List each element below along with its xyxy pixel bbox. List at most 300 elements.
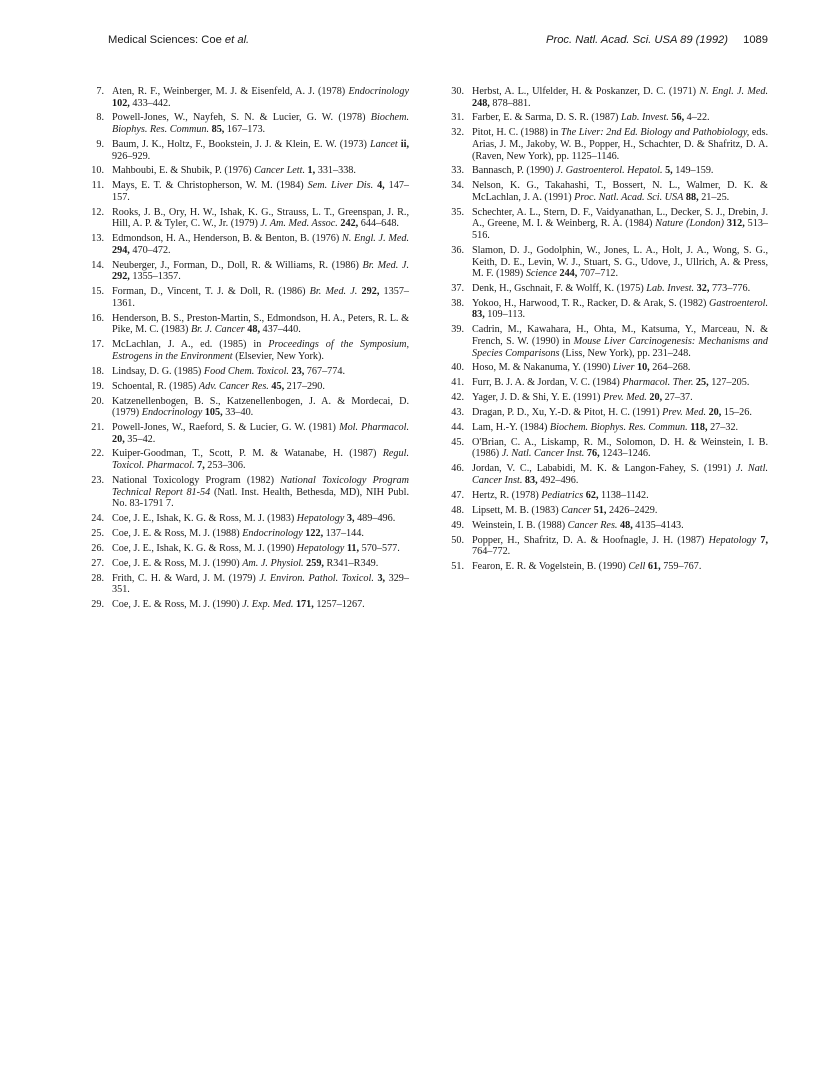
reference-journal: Food Chem. Toxicol. [203,365,289,377]
reference-volume: 105, [204,407,223,419]
reference-text [112,558,409,570]
reference-segment: 1257–1267. [313,599,365,611]
reference-number: 41. [451,377,464,389]
reference-segment: Forman, D., Vincent, T. J. & Doll, R. (1986) [112,286,310,298]
reference-item [86,286,409,309]
reference-volume: 7, [760,534,769,546]
reference-segment: Pitot, H. C. (1988) in [472,127,561,139]
reference-item [86,528,409,540]
reference-number: 9. [96,138,104,150]
reference-journal: Hepatology [708,534,757,546]
reference-text [112,573,409,596]
reference-journal: J. Exp. Med. [242,599,294,611]
reference-number: 17. [91,339,104,351]
reference-item [446,180,768,203]
reference-text [112,513,409,525]
reference-text [472,561,768,573]
reference-text [472,298,768,321]
reference-volume: 88, [685,191,699,203]
reference-segment: 127–205. [708,377,750,389]
reference-volume: ii, [400,138,410,150]
reference-segment: 926–929. [112,150,151,162]
reference-text [112,112,409,135]
reference-text [472,207,768,242]
reference-item [446,127,768,162]
reference-number: 18. [91,365,104,377]
reference-item [86,448,409,471]
reference-volume: 1, [307,165,316,177]
reference-number: 51. [451,561,464,573]
reference-journal: Sem. Liver Dis. [307,180,374,192]
reference-item [86,573,409,596]
reference-segment: Frith, C. H. & Ward, J. M. (1979) [112,572,260,584]
reference-number: 10. [91,165,104,177]
reference-number: 7. [96,86,104,97]
reference-segment: 109–113. [484,309,526,321]
reference-text [112,396,409,419]
reference-segment: 767–774. [304,365,345,377]
reference-text [112,528,409,540]
reference-segment: Denk, H., Gschnait, F. & Wolff, K. (1975) [472,282,647,294]
reference-text [112,260,409,283]
reference-volume: 62, [585,489,599,501]
reference-volume: 32, [696,282,710,294]
reference-text [112,286,409,309]
reference-segment: Schechter, A. L., Stern, D. F., Vaidyanathan, L., Decker, S. J., Drebin, J. A., Greene, M. I. & Weinberg, R. A. (1984) [472,206,768,230]
reference-number: 12. [91,206,104,218]
reference-item [86,339,409,362]
reference-journal: Hepatology [296,513,345,525]
reference-number: 15. [91,286,104,298]
reference-journal: N. Engl. J. Med. [341,233,409,245]
reference-volume: 11, [346,542,360,554]
reference-number: 43. [451,407,464,419]
reference-segment: Baum, J. K., Holtz, F., Bookstein, J. J. & Klein, E. W. (1973) [112,138,370,150]
reference-item [86,313,409,336]
reference-text [112,139,409,162]
reference-text [112,313,409,336]
reference-segment: Yokoo, H., Harwood, T. R., Racker, D. & Arak, S. (1982) [472,297,710,309]
reference-journal: Cancer [561,504,592,516]
reference-journal: Biochem. Biophys. Res. Commun. [112,112,409,136]
reference-volume: 51, [593,504,607,516]
reference-segment: Hertz, R. (1978) [472,489,542,501]
reference-number: 48. [451,504,464,516]
reference-number: 29. [91,599,104,611]
reference-text [112,207,409,230]
reference-number: 34. [451,180,464,192]
reference-item [86,366,409,378]
reference-segment: 27–37. [662,392,693,404]
reference-journal: Br. Med. J. [362,259,409,271]
reference-journal: National Toxicology Program Technical Report 81-54 [112,474,409,498]
reference-segment: 1357–1361. [112,286,410,309]
reference-item [86,180,409,203]
reference-item [446,324,768,359]
reference-item [446,520,768,532]
reference-journal: Mouse Liver Carcinogenesis: Mechanisms and Species Comparisons [472,335,768,359]
reference-journal: Prev. Med. [662,407,707,419]
reference-item [86,260,409,283]
reference-journal: Proc. Natl. Acad. Sci. USA [574,191,684,203]
reference-volume: 25, [695,377,709,389]
reference-segment: 1355–1357. [129,271,181,283]
reference-item [86,112,409,135]
reference-number: 40. [451,362,464,374]
reference-volume: 20, [112,433,125,445]
reference-segment: Rooks, J. B., Ory, H. W., Ishak, K. G., Strauss, L. T., Greenspan, J. R., Hill, A. P. & Tyler, C. W., Jr. (1979) [112,206,409,230]
reference-item [446,207,768,242]
reference-journal: J. Natl. Cancer Inst. [472,463,768,486]
reference-segment: 33–40. [222,407,254,419]
reference-volume: 242, [340,218,359,230]
reference-journal: Mol. Pharmacol. [339,422,409,433]
reference-item [446,362,768,374]
reference-segment: Fearon, E. R. & Vogelstein, B. (1990) [472,561,629,573]
reference-text [472,86,768,109]
reference-segment: Farber, E. & Sarma, D. S. R. (1987) [472,112,621,124]
reference-number: 13. [91,233,104,245]
reference-segment: 470–472. [129,244,171,256]
reference-journal: Endocrinology [242,527,303,539]
reference-journal: J. Gastroenterol. Hepatol. [556,165,663,177]
reference-journal: Cancer Res. [567,519,618,531]
reference-journal: Nature (London) [655,218,725,230]
reference-number: 32. [451,127,464,139]
reference-segment: 2426–2429. [606,504,658,516]
reference-volume: 48, [247,324,260,336]
reference-segment: National Toxicology Program (1982) [112,474,281,486]
reference-volume: 20, [649,392,663,404]
reference-segment: Furr, B. J. A. & Jordan, V. C. (1984) [472,377,623,389]
reference-text [112,86,409,109]
reference-segment: Cadrin, M., Kawahara, H., Ohta, M., Katsuma, Y., Marceau, N. & French, S. W. (1990) in [472,324,768,347]
reference-segment: 707–712. [577,268,619,280]
reference-item [86,381,409,393]
reference-volume: 83, [472,309,485,321]
reference-segment: 149–159. [672,165,714,177]
reference-segment: Lam, H.-Y. (1984) [472,422,550,433]
reference-journal: The Liver: 2nd Ed. Biology and Pathobiology, [560,127,750,139]
reference-segment: Coe, J. E., Ishak, K. G. & Ross, M. J. (1990) [112,542,297,554]
reference-volume: 4, [377,180,385,192]
reference-number: 11. [91,180,104,192]
reference-number: 21. [91,422,104,433]
reference-item [86,599,409,611]
reference-segment: 21–25. [698,191,730,203]
reference-segment: 4135–4143. [632,519,684,531]
reference-item [86,543,409,555]
reference-number: 44. [451,422,464,433]
reference-segment: Neuberger, J., Forman, D., Doll, R. & Williams, R. (1986) [112,259,363,271]
reference-number: 38. [451,297,464,309]
page-header [108,34,768,48]
reference-text [472,112,768,124]
reference-volume: 48, [620,519,633,531]
reference-number: 45. [451,436,464,448]
reference-segment: (Elsevier, New York). [232,350,324,362]
reference-number: 16. [91,312,104,324]
reference-item [446,535,768,558]
reference-item [446,377,768,389]
reference-segment: 492–496. [537,474,579,486]
reference-volume: 259, [306,557,324,569]
reference-item [446,561,768,573]
reference-segment: eds. Arias, J. M., Jakoby, W. B., Popper, H., Schachter, D. & Shafritz, D. A. (Raven, New York), pp. 1125–1146. [472,127,769,162]
reference-item [446,298,768,321]
reference-volume: 294, [112,244,130,256]
running-head-prefix: Medical Sciences: Coe [108,34,225,46]
reference-volume: 3, [377,572,386,584]
reference-segment: Coe, J. E., Ishak, K. G. & Ross, M. J. (1983) [112,513,297,525]
reference-segment: 331–338. [315,165,356,177]
reference-segment: 1138–1142. [598,489,649,501]
reference-number: 19. [91,380,104,392]
reference-segment: 489–496. [354,513,396,525]
reference-journal: Endocrinology [348,86,409,97]
reference-item [446,422,768,434]
reference-segment: 570–577. [359,542,400,554]
reference-number: 35. [451,206,464,218]
reference-volume: 45, [271,380,285,392]
reference-segment: 253–306. [204,460,246,472]
reference-segment: 433–442. [129,97,171,109]
reference-segment: 437–440. [260,324,301,336]
reference-text [112,233,409,256]
reference-journal: J. Environ. Pathol. Toxicol. [259,572,374,584]
reference-segment: 513–516. [472,218,769,242]
reference-text [112,339,409,362]
reference-segment: Nelson, K. G., Takahashi, T., Bossert, N. L., Walmer, D. K. & McLachlan, J. A. (1991) [472,180,768,203]
reference-segment: 759–767. [660,561,702,573]
reference-number: 31. [451,112,464,124]
reference-volume: 10, [636,362,650,374]
reference-volume: 244, [559,268,578,280]
reference-text [472,377,768,389]
reference-journal: J. Am. Med. Assoc. [260,218,338,230]
reference-segment: Coe, J. E. & Ross, M. J. (1990) [112,557,243,569]
reference-number: 25. [91,527,104,539]
reference-number: 20. [91,395,104,407]
references-left-column [86,86,409,614]
reference-journal: Br. J. Cancer [190,324,245,336]
reference-volume: 76, [586,448,600,460]
reference-text [112,475,409,510]
reference-segment: Herbst, A. L., Ulfelder, H. & Poskanzer, D. C. (1971) [472,86,700,97]
reference-journal: N. Engl. J. Med. [699,86,768,97]
reference-journal: Proceedings of the Symposium, Estrogens in the Environment [112,339,409,362]
reference-segment: Mays, E. T. & Christopherson, W. M. (1984) [112,180,308,192]
reference-text [472,422,768,434]
reference-text [472,490,768,502]
reference-text [112,543,409,555]
reference-item [86,396,409,419]
reference-item [446,463,768,486]
reference-item [86,207,409,230]
reference-volume: 83, [524,474,538,486]
reference-journal: Liver [612,362,635,374]
reference-text [472,362,768,374]
reference-segment: Henderson, B. S., Preston-Martin, S., Edmondson, H. A., Peters, R. L. & Pike, M. C. (1983) [112,312,409,336]
reference-text [472,392,768,404]
reference-item [446,490,768,502]
reference-number: 37. [451,282,464,294]
reference-segment: 1243–1246. [599,448,651,460]
reference-text [112,180,409,203]
reference-segment: 217–290. [284,380,325,392]
reference-number: 27. [91,557,104,569]
reference-segment: Powell-Jones, W., Nayfeh, S. N. & Lucier, G. W. (1978) [112,112,371,124]
reference-segment: 329–351. [112,572,409,596]
reference-segment: McLachlan, J. A., ed. (1985) in [112,339,269,351]
reference-item [446,165,768,177]
reference-segment: 15–26. [721,407,752,419]
reference-segment: Hoso, M. & Nakanuma, Y. (1990) [472,362,613,374]
reference-text [472,324,768,359]
reference-number: 28. [91,572,104,584]
reference-number: 49. [451,519,464,531]
reference-segment: Lindsay, D. G. (1985) [112,365,204,377]
reference-journal: Lab. Invest. [646,282,695,294]
running-head [108,34,249,46]
reference-journal: Lancet [369,138,398,150]
reference-segment: 773–776. [709,282,751,294]
reference-number: 46. [451,463,464,475]
reference-number: 39. [451,324,464,336]
reference-segment: 4–22. [684,112,710,124]
reference-segment: Slamon, D. J., Godolphin, W., Jones, L. A., Holt, J. A., Wong, S. G., Keith, D. E., Levin, W. J., Stuart, S. G., Udove, J., Ullrich, A. & Press, M. F. (1989) [472,244,768,280]
reference-text [472,505,768,517]
reference-segment: 35–42. [124,433,156,445]
reference-segment: 147–157. [112,180,410,203]
reference-number: 8. [96,112,104,124]
reference-journal: Cell [628,561,646,573]
reference-journal: Prev. Med. [603,392,647,404]
reference-segment: Yager, J. D. & Shi, Y. E. (1991) [472,392,603,404]
reference-number: 22. [91,448,104,460]
reference-item [446,392,768,404]
reference-number: 23. [91,474,104,486]
reference-journal: Adv. Cancer Res. [198,380,269,392]
reference-segment: R341–R349. [323,557,379,569]
reference-segment: Lipsett, M. B. (1983) [472,504,562,516]
reference-item [86,475,409,510]
reference-volume: 20, [708,407,722,419]
reference-segment: O'Brian, C. A., Liskamp, R. M., Solomon, D. H. & Weinstein, I. B. (1986) [472,436,768,460]
reference-segment: 644–648. [358,218,399,230]
reference-item [86,139,409,162]
reference-text [472,127,768,162]
reference-volume: 312, [726,218,745,230]
reference-number: 42. [451,392,464,404]
reference-segment: Jordan, V. C., Lababidi, M. K. & Langon-Fahey, S. (1991) [472,463,736,475]
reference-journal: Lab. Invest. [621,112,669,124]
reference-journal: Science [525,268,557,280]
page-number: 1089 [743,34,768,46]
reference-number: 47. [451,489,464,501]
reference-segment: Bannasch, P. (1990) [472,165,557,177]
reference-item [86,558,409,570]
reference-item [446,112,768,124]
reference-text [112,448,409,471]
reference-volume: 5, [665,165,673,177]
reference-journal: Gastroenterol. [709,297,768,309]
reference-journal: Endocrinology [141,407,203,419]
reference-text [472,437,768,460]
reference-text [472,463,768,486]
reference-volume: 292, [112,271,130,283]
reference-volume: 122, [305,527,324,539]
reference-segment: Dragan, P. D., Xu, Y.-D. & Pitot, H. C. (1991) [472,407,663,419]
reference-volume: 171, [295,599,314,611]
reference-segment: 764–772. [472,546,511,558]
reference-segment: 137–144. [323,527,364,539]
reference-volume: 102, [112,97,130,109]
reference-journal: J. Natl. Cancer Inst. [501,448,585,460]
reference-number: 36. [451,244,464,256]
reference-item [86,513,409,525]
reference-journal: Pediatrics [541,489,584,501]
reference-volume: 3, [346,513,355,525]
reference-volume: 61, [647,561,661,573]
reference-volume: 248, [472,97,490,109]
reference-text [112,599,409,611]
reference-number: 30. [451,86,464,97]
reference-text [112,366,409,378]
reference-text [472,283,768,295]
reference-text [472,245,768,280]
reference-volume: 23, [291,365,305,377]
reference-text [472,407,768,419]
reference-text [472,520,768,532]
reference-volume: 292, [361,286,380,298]
reference-segment: (Liss, New York), pp. 231–248. [559,347,691,359]
reference-journal: Br. Med. J. [309,286,358,298]
reference-journal: Am. J. Physiol. [242,557,304,569]
reference-segment: Weinstein, I. B. (1988) [472,519,568,531]
reference-text [472,180,768,203]
reference-segment: Mahboubi, E. & Shubik, P. (1976) [112,165,255,177]
reference-number: 26. [91,542,104,554]
reference-item [86,233,409,256]
reference-item [446,283,768,295]
reference-text [112,165,409,177]
reference-item [446,86,768,109]
reference-number: 33. [451,165,464,177]
reference-item [446,245,768,280]
reference-segment: Kuiper-Goodman, T., Scott, P. M. & Watanabe, H. (1987) [112,448,383,460]
journal-citation: Proc. Natl. Acad. Sci. USA 89 (1992) [546,34,728,46]
reference-segment: Powell-Jones, W., Raeford, S. & Lucier, G. W. (1981) [112,422,340,433]
running-head-etal: et al. [224,34,250,46]
reference-segment: 264–268. [649,362,691,374]
reference-text [112,381,409,393]
reference-number: 50. [451,534,464,546]
reference-journal: Cancer Lett. [254,165,305,177]
reference-item [446,505,768,517]
reference-segment: Edmondson, H. A., Henderson, B. & Benton, B. (1976) [112,233,342,245]
reference-item [86,86,409,109]
reference-journal: Regul. Toxicol. Pharmacol. [112,448,409,472]
reference-segment: Aten, R. F., Weinberger, M. J. & Eisenfeld, A. J. (1978) [112,86,349,97]
reference-segment: 167–173. [224,124,266,136]
reference-volume: 118, [690,422,708,433]
reference-journal: Pharmacol. Ther. [622,377,694,389]
reference-item [86,165,409,177]
references-right-column [446,86,768,576]
reference-volume: 85, [211,124,225,136]
reference-number: 14. [91,259,104,271]
